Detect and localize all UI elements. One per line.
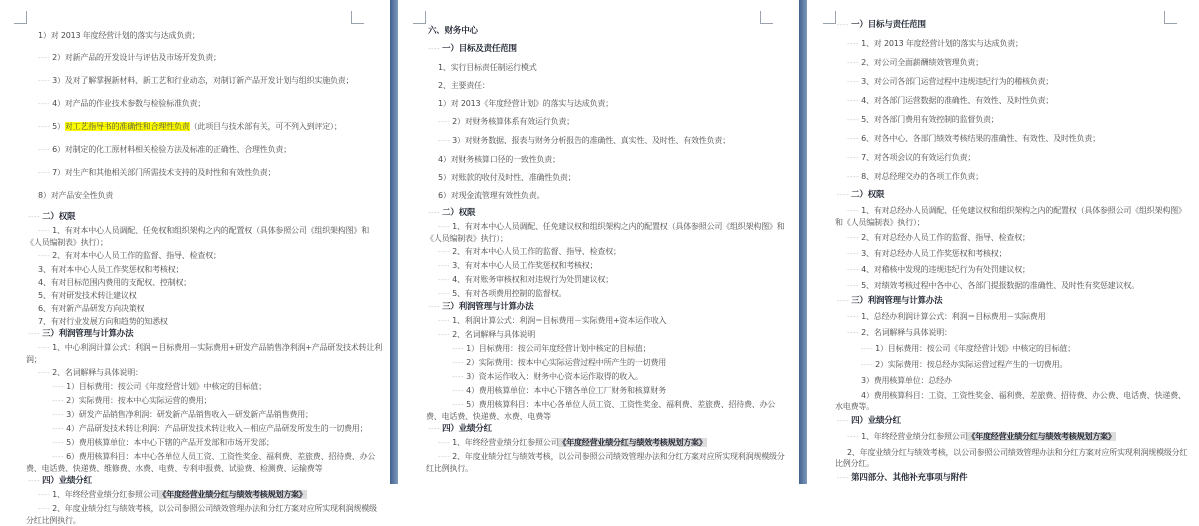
format-mark-icon: ---- xyxy=(38,54,51,62)
format-mark-icon: ---- xyxy=(847,313,860,321)
text-run: 1、实行目标责任制运行模式 xyxy=(438,63,537,72)
text-run: 6）对制定的化工原材料相关检验方法及标准的正确性、合理性负责； xyxy=(52,145,291,154)
paragraph xyxy=(835,343,1189,355)
paragraph xyxy=(26,212,382,223)
text-run: 5） xyxy=(52,122,65,131)
paragraph xyxy=(835,248,1189,260)
paragraph xyxy=(26,329,382,340)
paragraph xyxy=(26,503,382,526)
format-mark-icon: ---- xyxy=(847,173,860,181)
paragraph xyxy=(835,431,1189,443)
format-mark-icon: ---- xyxy=(438,248,451,256)
format-mark-icon: ---- xyxy=(38,252,51,260)
text-run: 一）目标与责任范围 xyxy=(851,20,926,30)
paragraph xyxy=(26,367,382,379)
paragraph xyxy=(426,26,789,37)
paragraph xyxy=(835,473,1189,484)
text-run: 7）对生产和其他相关部门所需技术支持的及时性和有效性负责； xyxy=(52,168,276,177)
format-mark-icon: ---- xyxy=(52,425,65,433)
text-run: 2、有对本中心人员工作的监督、指导、检查权； xyxy=(52,251,221,260)
format-mark-icon: ---- xyxy=(438,276,451,284)
text-run: 一）目标及责任范围 xyxy=(442,44,517,54)
format-mark-icon: ---- xyxy=(428,425,441,433)
text-run: 1）目标费用：按公司《年度经营计划》中核定的目标值； xyxy=(66,382,266,391)
text-run: 1、年终经营业绩分红参照公司 xyxy=(452,438,559,447)
text-run: 2）对新产品的开发设计与评估及市场开发负责； xyxy=(52,53,221,62)
text-run: 3、有对本中心人员工作奖惩权和考核权； xyxy=(38,265,184,274)
paragraph xyxy=(426,135,789,147)
text-run: 2、年度业绩分红与绩效考核，以公司参照公司绩效管理办法和分红方案对应所实现利润规模级分红比例执行。 xyxy=(26,504,377,525)
paragraph xyxy=(26,98,382,110)
format-mark-icon: ---- xyxy=(847,329,860,337)
text-run: 1）目标费用：按公司《年度经营计划》中核定的目标值； xyxy=(875,344,1075,353)
text-run: 2）实际费用：按本中心实际运营过程中所产生的一切费用 xyxy=(466,358,666,367)
paragraph xyxy=(426,315,789,327)
paragraph xyxy=(426,302,789,313)
paragraph xyxy=(426,44,789,55)
paragraph xyxy=(426,371,789,383)
format-mark-icon: ---- xyxy=(52,439,65,447)
text-run: 4）对财务核算口径的一致性负责； xyxy=(438,155,560,164)
paragraph xyxy=(426,190,789,201)
text-run: 四）业绩分红 xyxy=(851,416,901,426)
paragraph xyxy=(426,274,789,286)
format-mark-icon: ---- xyxy=(28,213,41,221)
text-run: 2、年度业绩分红与绩效考核，以公司参照公司绩效管理办法和分红方案对应所实现利润规模级分红比例执行。 xyxy=(426,452,785,473)
text-run: 2、主要责任： xyxy=(438,81,490,90)
text-run: 1、利润计算公式：利润＝目标费用－实际费用+资本运作收入 xyxy=(452,316,667,325)
text-run: 2、名词解释与具体说明： xyxy=(52,368,143,377)
format-mark-icon: ---- xyxy=(438,331,451,339)
text-run: 4、对稽核中发现的违规违纪行为有处罚建议权； xyxy=(861,265,1030,274)
format-mark-icon: ---- xyxy=(847,78,860,86)
text-run: 3、有对总经办人员工作奖惩权和考核权； xyxy=(861,249,1007,258)
format-mark-icon: ---- xyxy=(38,505,51,513)
text-run: 3、有对本中心人员工作奖惩权和考核权； xyxy=(452,261,598,270)
format-mark-icon: ---- xyxy=(428,45,441,53)
text-run: 8）对产品安全性负责 xyxy=(38,191,114,200)
text-run: 2）对财务核算体系有效运行负责； xyxy=(452,117,574,126)
text-run: 1）对 2013《年度经营计划》的落实与达成负责； xyxy=(438,99,613,108)
paragraph xyxy=(835,359,1189,371)
text-run: 二）权限 xyxy=(442,208,476,218)
format-mark-icon: ---- xyxy=(428,303,441,311)
paragraph xyxy=(835,327,1189,339)
paragraph xyxy=(426,437,789,449)
format-mark-icon: ---- xyxy=(452,401,465,409)
text-run: 3、对公司各部门运营过程中违规违纪行为的稽核负责； xyxy=(861,77,1054,86)
format-mark-icon: ---- xyxy=(28,477,41,485)
document-page-2[interactable] xyxy=(398,0,799,484)
format-mark-icon: ---- xyxy=(38,369,51,377)
paragraph xyxy=(26,167,382,179)
paragraph xyxy=(835,296,1189,307)
format-mark-icon: ---- xyxy=(847,234,860,242)
text-run: 2、有对本中心人员工作的监督、指导、检查权； xyxy=(452,247,621,256)
text-run: 7、有对行业发展方向和趋势的知悉权 xyxy=(38,317,168,326)
text-run: 2、名词解释与具体说明： xyxy=(861,328,952,337)
text-run: 5、对绩效考核过程中各中心、各部门提报数据的准确性、及时性有奖惩建议权。 xyxy=(861,281,1139,290)
text-run: 1）对 2013 年度经营计划的落实与达成负责； xyxy=(38,31,200,40)
paragraph xyxy=(426,154,789,165)
format-mark-icon: ---- xyxy=(847,154,860,162)
paragraph xyxy=(426,357,789,369)
text-run: 三）利润管理与计算办法 xyxy=(42,329,134,339)
text-run: 8、对总经理交办的各项工作负责； xyxy=(861,172,983,181)
format-mark-icon: ---- xyxy=(847,282,860,290)
paragraph xyxy=(26,290,382,301)
format-mark-icon: ---- xyxy=(847,250,860,258)
text-run: 5）对账款的收付及时性、准确性负责； xyxy=(438,173,576,182)
text-run: 4）对产品的作业技术参数与检验标准负责； xyxy=(52,99,206,108)
text-run: 《年度经营业绩分红与绩效考核规划方案》 xyxy=(558,438,707,447)
format-mark-icon: ---- xyxy=(452,359,465,367)
paragraph xyxy=(26,277,382,288)
text-run: （此项目与技术部有关，可不列入到评定）； xyxy=(189,122,342,131)
text-run: 第四部分、其他补充事项与附件 xyxy=(851,473,968,483)
text-run: 2）实际费用：按本中心实际运营的费用； xyxy=(66,396,212,405)
paragraph xyxy=(426,343,789,355)
format-mark-icon: ---- xyxy=(428,209,441,217)
text-run: 三）利润管理与计算办法 xyxy=(442,302,534,312)
format-mark-icon: ---- xyxy=(52,383,65,391)
paragraph xyxy=(835,95,1189,107)
paragraph xyxy=(835,264,1189,276)
format-mark-icon: ---- xyxy=(837,191,850,199)
page-2-content xyxy=(398,0,799,474)
format-mark-icon: ---- xyxy=(38,169,51,177)
paragraph xyxy=(835,133,1189,145)
paragraph xyxy=(835,416,1189,427)
paragraph xyxy=(26,451,382,474)
paragraph xyxy=(26,342,382,365)
paragraph xyxy=(26,250,382,262)
text-run: 六、财务中心 xyxy=(428,26,478,36)
paragraph xyxy=(426,385,789,397)
text-run: 1、有对本中心人员调配、任免建议权和组织架构之内的配置权（具体参照公司《组织架构图》和《人员编制表》执行）； xyxy=(426,222,785,243)
paragraph xyxy=(835,20,1189,31)
text-run: 四）业绩分红 xyxy=(42,476,92,486)
paragraph xyxy=(835,38,1189,50)
format-mark-icon: ---- xyxy=(438,317,451,325)
text-run: 二）权限 xyxy=(42,212,76,222)
text-run: 6）费用核算科目：本中心各单位人员工资、工资性奖金、福利费、差旅费、招待费、办公费、电话费、快递费、维修费、水费、电费、专利申报费、试验费、检测费、运输费等 xyxy=(26,452,376,473)
paragraph xyxy=(26,437,382,449)
paragraph xyxy=(426,208,789,219)
format-mark-icon: ---- xyxy=(38,100,51,108)
format-mark-icon: ---- xyxy=(861,361,874,369)
paragraph xyxy=(426,288,789,300)
paragraph xyxy=(26,264,382,275)
paragraph xyxy=(26,489,382,501)
text-run: 6）对现金流管理有效性负责。 xyxy=(438,191,545,200)
text-run: 3）研发产品销售净利润：研发新产品销售收入－研发新产品销售费用； xyxy=(66,410,313,419)
text-run: 四）业绩分红 xyxy=(442,424,492,434)
paragraph xyxy=(426,451,789,474)
format-mark-icon: ---- xyxy=(452,345,465,353)
text-run: 5）费用核算科目：本中心各单位人员工资、工资性奖金、福利费、差旅费、招待费、办公费、电话费、快递费、水费、电费等 xyxy=(426,400,776,421)
paragraph xyxy=(26,75,382,87)
paragraph xyxy=(26,381,382,393)
paragraph xyxy=(835,280,1189,292)
text-run: 5）费用核算单位：本中心下辖的产品开发部和市场开发部； xyxy=(66,438,274,447)
format-mark-icon: ---- xyxy=(38,344,51,352)
format-mark-icon: ---- xyxy=(38,77,51,85)
format-mark-icon: ---- xyxy=(847,59,860,67)
paragraph xyxy=(835,76,1189,88)
paragraph xyxy=(26,30,382,41)
text-run: 5、有对研发技术转让建议权 xyxy=(38,291,137,300)
format-mark-icon: ---- xyxy=(438,453,451,461)
format-mark-icon: ---- xyxy=(847,40,860,48)
format-mark-icon: ---- xyxy=(438,262,451,270)
paragraph xyxy=(26,121,382,133)
format-mark-icon: ---- xyxy=(52,453,65,461)
format-mark-icon: ---- xyxy=(861,345,874,353)
paragraph xyxy=(26,409,382,421)
paragraph xyxy=(26,395,382,407)
format-mark-icon: ---- xyxy=(438,290,451,298)
format-mark-icon: ---- xyxy=(438,118,451,126)
text-run: 《年度经营业绩分红与绩效考核规划方案》 xyxy=(158,490,307,499)
text-run: 1、中心利润计算公式：利润＝目标费用－实际费用+研发产品销售净利润+产品研发技术转让利润； xyxy=(26,343,383,364)
paragraph xyxy=(26,190,382,201)
format-mark-icon: ---- xyxy=(38,227,51,235)
highlighted-text: 对工艺指导书的准确性和合理性负责 xyxy=(64,122,190,131)
format-mark-icon: ---- xyxy=(837,417,850,425)
text-run: 5、对各部门费用有效控制的监督负责； xyxy=(861,115,999,124)
text-run: 4）产品研发技术转让利润：产品研发技术转让收入－相应产品研发所发生的一切费用； xyxy=(66,424,368,433)
paragraph xyxy=(835,311,1189,323)
text-run: 《年度经营业绩分红与绩效考核规划方案》 xyxy=(967,432,1116,441)
paragraph xyxy=(835,390,1189,412)
format-mark-icon: ---- xyxy=(38,491,51,499)
page-gap-divider xyxy=(390,0,398,484)
text-run: 3）及对了解掌握新材料、新工艺和行业动态，对制订新产品开发计划与组织实施负责； xyxy=(52,76,354,85)
paragraph xyxy=(835,232,1189,244)
text-run: 4、有对账务审核权和对违规行为处罚建议权； xyxy=(452,275,613,284)
text-run: 7、对各项会议的有效运行负责； xyxy=(861,153,976,162)
paragraph xyxy=(426,172,789,183)
paragraph xyxy=(835,57,1189,69)
paragraph xyxy=(426,116,789,128)
paragraph xyxy=(426,221,789,244)
paragraph xyxy=(426,399,789,422)
format-mark-icon: ---- xyxy=(837,297,850,305)
paragraph xyxy=(835,171,1189,183)
document-page-3[interactable] xyxy=(807,0,1199,484)
text-run: 1、总经办利润计算公式：利润＝目标费用－实际费用 xyxy=(861,312,1046,321)
text-run: 2、年度业绩分红与绩效考核，以公司参照公司绩效管理办法和分红方案对应所实现利润规模级分红比例分红。 xyxy=(835,448,1188,468)
paragraph xyxy=(26,476,382,487)
text-run: 4）费用核算单位：本中心下辖各单位工厂财务和核算财务 xyxy=(466,386,666,395)
format-mark-icon: ---- xyxy=(38,123,51,131)
format-mark-icon: ---- xyxy=(438,137,451,145)
text-run: 1、有对本中心人员调配、任免权和组织架构之内的配置权（具体参照公司《组织架构图》和《人员编制表》执行）； xyxy=(26,226,369,247)
format-mark-icon: ---- xyxy=(847,207,860,215)
paragraph xyxy=(835,447,1189,469)
format-mark-icon: ---- xyxy=(837,474,850,482)
paragraph xyxy=(426,260,789,272)
text-run: 1、年终经营业绩分红参照公司 xyxy=(52,490,159,499)
text-run: 1、对 2013 年度经营计划的落实与达成负责； xyxy=(861,39,1023,48)
text-run: 5、有对各项费用控制的监督权。 xyxy=(452,289,567,298)
text-run: 6、对各中心、各部门绩效考核结果的准确性、有效性、及时性负责； xyxy=(861,134,1100,143)
paragraph xyxy=(835,205,1189,228)
text-run: 三）利润管理与计算办法 xyxy=(851,296,943,306)
format-mark-icon: ---- xyxy=(28,330,41,338)
format-mark-icon: ---- xyxy=(52,397,65,405)
text-run: 4、有对目标范围内费用的支配权、控制权； xyxy=(38,278,192,287)
format-mark-icon: ---- xyxy=(52,411,65,419)
paragraph xyxy=(26,303,382,314)
text-run: 1）目标费用：按公司年度经营计划中核定的目标值； xyxy=(466,344,651,353)
page-3-content xyxy=(807,0,1199,484)
paragraph xyxy=(426,246,789,258)
format-mark-icon: ---- xyxy=(38,146,51,154)
format-mark-icon: ---- xyxy=(847,116,860,124)
paragraph xyxy=(426,329,789,341)
paragraph xyxy=(426,62,789,73)
text-run: 4、对各部门运营数据的准确性、有效性、及时性负责； xyxy=(861,96,1054,105)
format-mark-icon: ---- xyxy=(847,135,860,143)
paragraph xyxy=(426,98,789,109)
format-mark-icon: ---- xyxy=(837,21,850,29)
paragraph xyxy=(426,80,789,91)
format-mark-icon: ---- xyxy=(847,97,860,105)
page-1-content xyxy=(0,0,390,526)
paragraph xyxy=(26,144,382,156)
text-run: 3）对财务数据、报表与财务分析报告的准确性、真实性、及时性、有效性负责； xyxy=(452,136,730,145)
paragraph xyxy=(835,375,1189,386)
text-run: 3）费用核算单位：总经办 xyxy=(861,376,952,385)
paragraph xyxy=(835,152,1189,164)
text-run: 二）权限 xyxy=(851,190,885,200)
format-mark-icon: ---- xyxy=(438,439,451,447)
page-gap-divider xyxy=(799,0,807,484)
paragraph xyxy=(426,424,789,435)
paragraph xyxy=(26,316,382,327)
text-run: 2）实际费用：按总经办实际运营过程产生的一切费用。 xyxy=(875,360,1068,369)
text-run: 2、名词解释与具体说明 xyxy=(452,330,535,339)
format-mark-icon: ---- xyxy=(452,387,465,395)
paragraph xyxy=(26,52,382,64)
format-mark-icon: ---- xyxy=(438,223,451,231)
paragraph xyxy=(26,225,382,248)
format-mark-icon: ---- xyxy=(847,266,860,274)
text-run: 6、有对新产品研发方向决策权 xyxy=(38,304,145,313)
text-run: 1、有对总经办人员调配、任免建议权和组织架构之内的配置权（具体参照公司《组织架构图》和《人员编制表》执行）； xyxy=(835,206,1186,227)
paragraph xyxy=(835,114,1189,126)
document-page-1[interactable] xyxy=(0,0,390,525)
text-run: 4）费用核算科目：工资、工资性奖金、福利费、差旅费、招待费、办公费、电话费、快递费、水电费等。 xyxy=(835,391,1186,411)
paragraph xyxy=(835,190,1189,201)
format-mark-icon: ---- xyxy=(847,433,860,441)
text-run: 3）资本运作收入：财务中心资本运作取得的收入。 xyxy=(466,372,643,381)
text-run: 1、年终经营业绩分红参照公司 xyxy=(861,432,968,441)
text-run: 2、对公司全面薪酬绩效管理负责； xyxy=(861,58,983,67)
text-run: 2、有对总经办人员工作的监督、指导、检查权； xyxy=(861,233,1030,242)
paragraph xyxy=(26,423,382,435)
format-mark-icon: ---- xyxy=(452,373,465,381)
